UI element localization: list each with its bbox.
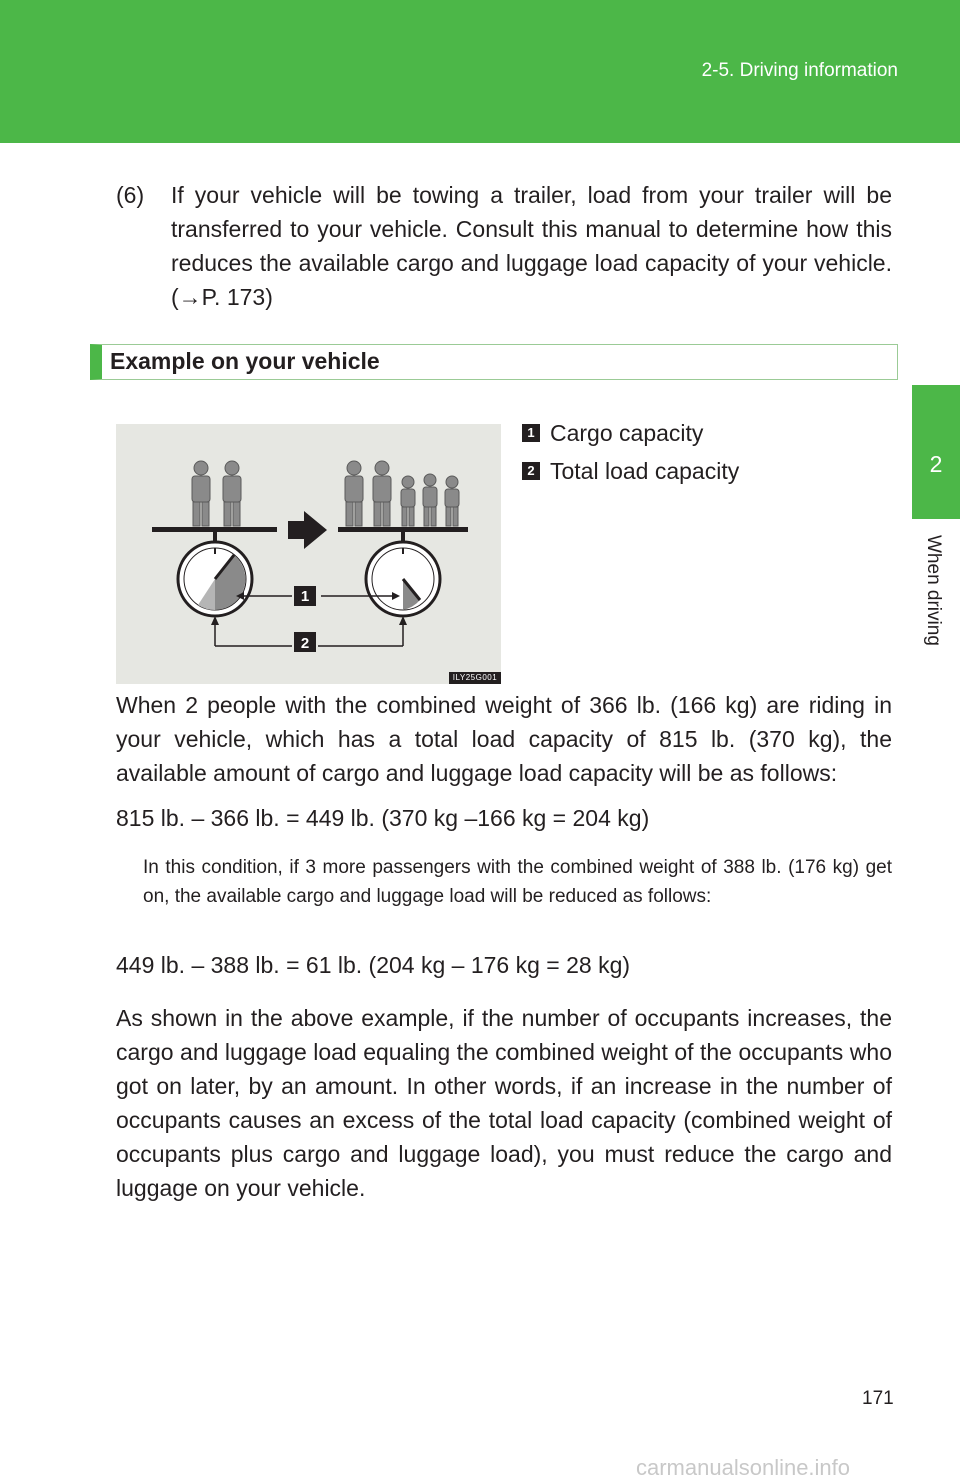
legend-badge-1: 1 bbox=[522, 424, 540, 442]
chapter-tab bbox=[912, 385, 960, 519]
person-icon bbox=[223, 461, 241, 526]
calculation-2: 449 lb. – 388 lb. = 61 lb. (204 kg – 176 kg = 28 kg) bbox=[116, 952, 631, 978]
paragraph-6 bbox=[116, 178, 892, 314]
section-title: 2-5. Driving information bbox=[701, 60, 898, 81]
paragraph-6-text: If your vehicle will be towing a trailer, load from your trailer will be transferred to your vehicle. Consult this manual to determine how this reduces the available cargo and luggage load capacity of your vehicle. (→P. 173) bbox=[171, 182, 892, 310]
chapter-number: 2 bbox=[929, 451, 943, 477]
legend-badge-2: 2 bbox=[522, 462, 540, 480]
example-heading-box bbox=[90, 344, 898, 380]
example-paragraph: When 2 people with the combined weight of 366 lb. (166 kg) are riding in your vehicle, which has a total load capacity of 815 lb. (370 kg), the available amount of cargo and luggage load capacity will be as follows: bbox=[116, 692, 892, 786]
conclusion-paragraph: As shown in the above example, if the number of occupants increases, the cargo and luggage load equaling the combined weight of the occupants who got on later, by an amount. In other words, if an increase in the number of occupants causes an excess of the total load capacity (combined weight of occupants plus cargo and luggage load), you must reduce the cargo and luggage on your vehicle. bbox=[116, 1005, 892, 1201]
person-icon bbox=[192, 461, 210, 526]
person-icon bbox=[373, 461, 391, 526]
child-icon bbox=[401, 476, 415, 526]
paragraph-6-number: (6) bbox=[116, 182, 145, 208]
watermark: carmanualsonline.info bbox=[636, 1455, 851, 1480]
arrow-right-icon bbox=[288, 511, 327, 549]
scale-platform-right bbox=[338, 527, 468, 532]
page-number: 171 bbox=[862, 1388, 894, 1409]
header-band bbox=[0, 0, 960, 143]
figure-code: ILY25G001 bbox=[449, 672, 501, 684]
person-icon bbox=[345, 461, 363, 526]
calculation-1: 815 lb. – 366 lb. = 449 lb. (370 kg –166 kg = 204 kg) bbox=[116, 805, 650, 831]
child-icon bbox=[445, 476, 459, 526]
load-capacity-illustration bbox=[116, 424, 501, 684]
legend-total-load-capacity bbox=[522, 458, 739, 485]
legend-label-2: Total load capacity bbox=[550, 458, 740, 484]
legend-label-1: Cargo capacity bbox=[550, 420, 704, 446]
callout-1: 1 bbox=[300, 588, 310, 605]
chapter-label: When driving bbox=[923, 535, 944, 646]
callout-2: 2 bbox=[300, 635, 310, 652]
gauge-icon-right bbox=[366, 542, 440, 616]
legend-cargo-capacity bbox=[522, 420, 703, 447]
gauge-icon-left bbox=[178, 542, 252, 616]
example-heading: Example on your vehicle bbox=[110, 348, 380, 374]
note-paragraph: In this condition, if 3 more passengers with the combined weight of 388 lb. (176 kg) get on, the available cargo and luggage load will be reduced as follows: bbox=[143, 857, 892, 907]
child-icon bbox=[423, 474, 437, 526]
scale-platform-left bbox=[152, 527, 277, 532]
illustration-svg bbox=[116, 424, 501, 684]
